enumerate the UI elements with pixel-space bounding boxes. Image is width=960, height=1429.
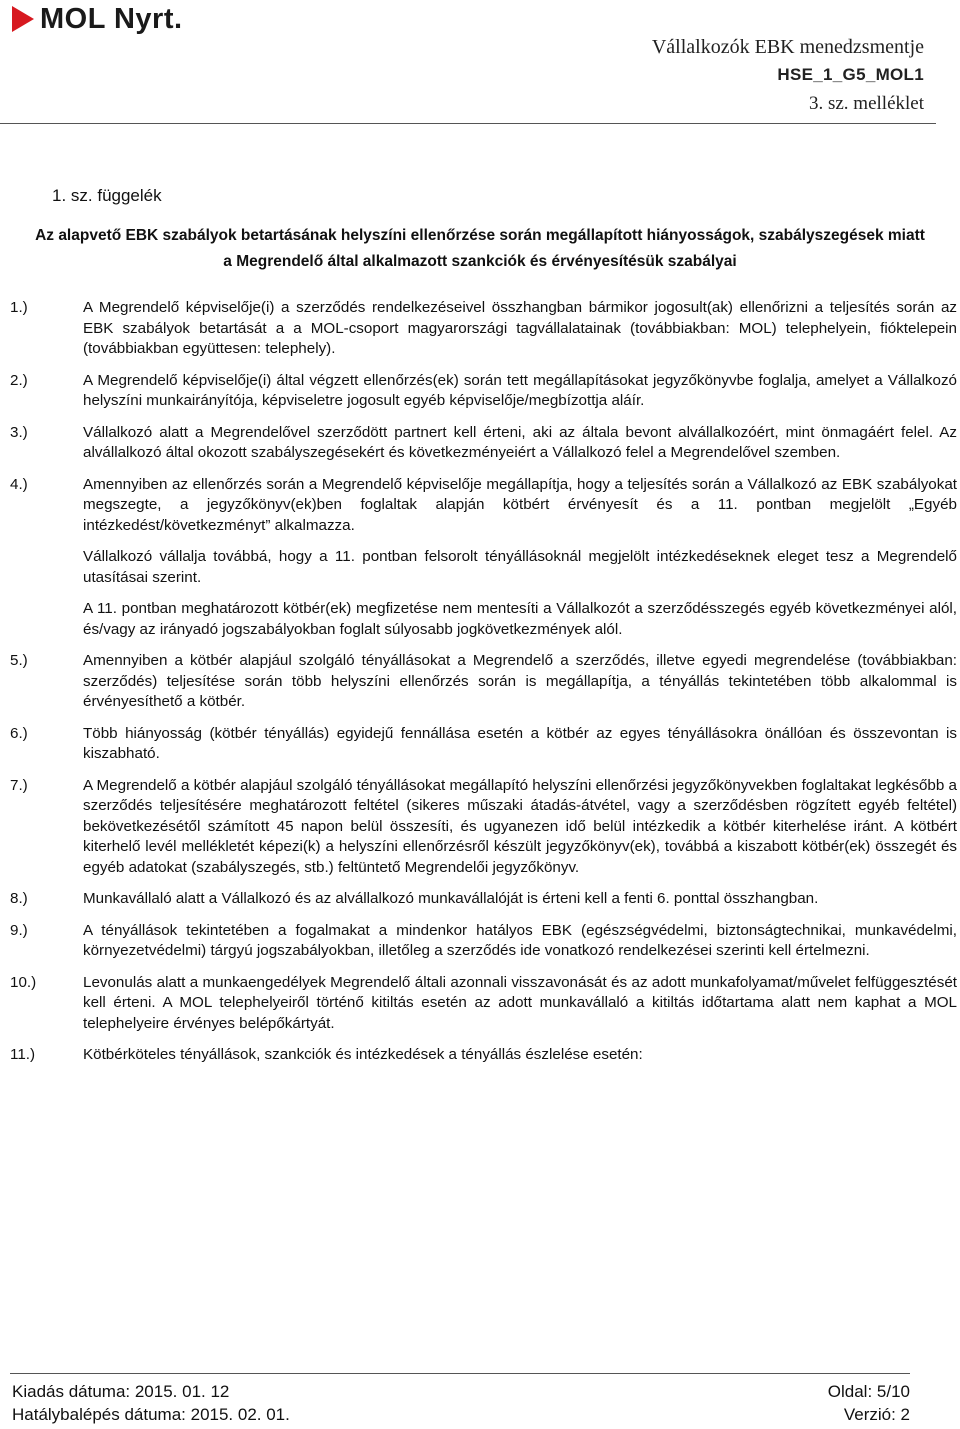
item-paragraph: Amennyiben az ellenőrzés során a Megrendelő képviselője megállapítja, hogy a teljesítés során a Vállalkozó az EBK szabályokat megszegte, a jegyzőkönyv(ek)ben foglaltak alapján kötbért érvényesít és a 11. pontban megjelölt „Egyéb intézkedést/következményt” alkalmazza. xyxy=(83,475,957,534)
list-item xyxy=(10,724,957,765)
item-number: 1.) xyxy=(10,299,28,316)
item-paragraph: Kötbérköteles tényállások, szankciók és intézkedések a tényállás észlelése esetén: xyxy=(83,1046,643,1063)
item-paragraph: Levonulás alatt a munkaengedélyek Megrendelő általi azonnali visszavonását és az adott munkafolyamat/művelet felfüggesztését kell érteni. A MOL telephelyeiről történő kitiltás esetén az adott munkavállaló a kitiltás időtartama alatt nem kaphat a MOL telephelyeire érvényes belépőkártyát. xyxy=(83,973,957,1032)
issue-date: Kiadás dátuma: 2015. 01. 12 xyxy=(12,1382,230,1401)
page-header xyxy=(0,0,960,124)
list-item xyxy=(10,371,957,412)
effective-date: Hatálybalépés dátuma: 2015. 02. 01. xyxy=(12,1405,290,1424)
item-paragraph: Több hiányosság (kötbér tényállás) egyidejű fennállása esetén a kötbér az egyes tényállásokra önállóan és összevontan is kiszabható. xyxy=(83,724,957,762)
item-paragraph: Vállalkozó alatt a Megrendelővel szerződött partnert kell érteni, aki az általa bevont alvállalkozóért, mint önmagáért felel. Az alvállalkozó által okozott szabályszegésekért és következményeiért a Vállalkozó felel a Megrendelővel szemben. xyxy=(83,423,957,461)
item-paragraph: A tényállások tekintetében a fogalmakat a mindenkor hatályos EBK (egészségvédelmi, biztonságtechnikai, munkavédelmi, környezetvédelmi) tárgyú jogszabályokban, illetőleg a szerződés ide vonatkozó rendelkezései szerinti kell értelmezni. xyxy=(83,921,957,959)
list-item xyxy=(10,475,957,641)
item-number: 5.) xyxy=(10,652,28,669)
numbered-rules-list xyxy=(10,298,957,1077)
item-paragraph: A Megrendelő képviselője(i) a szerződés rendelkezéseivel összhangban bármikor jogosult(ak) ellenőrizni a teljesítés során az EBK szabályok betartását a a MOL-csoport magyarországi tagvállalatainak (továbbiakban: MOL) telephelyein, fióktelepein (továbbiakban együttesen: telephely). xyxy=(83,299,957,357)
list-item xyxy=(10,423,957,464)
document-code: HSE_1_G5_MOL1 xyxy=(777,65,924,84)
appendix-title: 1. sz. függelék xyxy=(52,186,162,205)
document-title: Vállalkozók EBK menedzsmentje xyxy=(651,36,924,58)
item-paragraph: Amennyiben a kötbér alapjául szolgáló tényállásokat a Megrendelő a szerződés, illetve egyedi megrendelése (továbbiakban: szerződés) teljesítése során több helyszíni ellenőrzés során is megállapítja, a tényállás tekintetében több alkalommal is érvényesíthető a kötbér. xyxy=(83,652,957,710)
list-item xyxy=(10,889,957,910)
mol-arrow-icon xyxy=(10,4,36,34)
list-item xyxy=(10,973,957,1035)
footer-divider xyxy=(10,1373,910,1374)
item-paragraph: Vállalkozó vállalja továbbá, hogy a 11. pontban felsorolt tényállásoknál megjelölt intézkedéseknek eleget tesz a Megrendelő utasításai szerint. xyxy=(83,548,957,586)
list-item xyxy=(10,651,957,713)
list-item xyxy=(10,921,957,962)
logo-text: MOL Nyrt. xyxy=(40,2,183,35)
item-paragraph: Munkavállaló alatt a Vállalkozó és az alvállalkozó munkavállalóját is érteni kell a fenti 6. ponttal összhangban. xyxy=(83,890,819,907)
page-number: Oldal: 5/10 xyxy=(827,1382,910,1401)
list-item xyxy=(10,776,957,879)
header-divider xyxy=(0,123,936,124)
version-label: Verzió: 2 xyxy=(843,1405,910,1424)
item-number: 9.) xyxy=(10,921,28,939)
annex-label: 3. sz. melléklet xyxy=(808,93,924,114)
header-document-info xyxy=(652,34,924,118)
item-number: 2.) xyxy=(10,371,28,389)
item-number: 8.) xyxy=(10,890,28,907)
company-logo xyxy=(10,2,183,36)
item-number: 11.) xyxy=(10,1046,36,1063)
item-number: 3.) xyxy=(10,423,28,441)
item-number: 6.) xyxy=(10,724,28,742)
item-paragraph: A 11. pontban meghatározott kötbér(ek) megfizetése nem mentesíti a Vállalkozót a szerződésszegés egyéb következményei alól, és/vagy az irányadó jogszabályokban foglalt súlyosabb jogkövetkezmények alól. xyxy=(83,600,957,638)
item-number: 7.) xyxy=(10,776,28,794)
item-number: 10.) xyxy=(10,973,37,991)
list-item xyxy=(10,1045,957,1066)
list-item xyxy=(10,298,957,360)
item-number: 4.) xyxy=(10,475,28,493)
item-paragraph: A Megrendelő képviselője(i) által végzett ellenőrzés(ek) során tett megállapításokat jegyzőkönyvbe foglalja, amelyet a Vállalkozó helyszíni munkairányítója, képviseletre jogosult egyéb képviselője/megbízottja aláír. xyxy=(83,371,957,409)
item-paragraph: A Megrendelő a kötbér alapjául szolgáló tényállásokat megállapító helyszíni ellenőrzési jegyzőkönyvekben foglaltakat legkésőbb a szerződés teljesítésére meghatározott feltétel (sikeres műszaki átadás-átvétel, vagy a szerződésben rögzített egyéb feltétel) bekövetkezésétől számított 45 napon belül összesíti, és ugyanezen idő belül intézkedik a kötbér kiterhelése iránt. A kötbért kiterhelő levél mellékletét képezi(k) a helyszíni ellenőrzésről készült jegyzőkönyv(ek), továbbá a kiszabott kötbér(ek) összegét és egyéb adatokat (szabályszegés, stb.) feltüntető Megrendelői jegyzőkönyv. xyxy=(83,776,957,876)
document-heading: Az alapvető EBK szabályok betartásának helyszíni ellenőrzése során megállapított hiányosságok, szabályszegések miatt a Megrendelő által alkalmazott szankciók és érvényesítésük szabályai xyxy=(35,227,925,270)
